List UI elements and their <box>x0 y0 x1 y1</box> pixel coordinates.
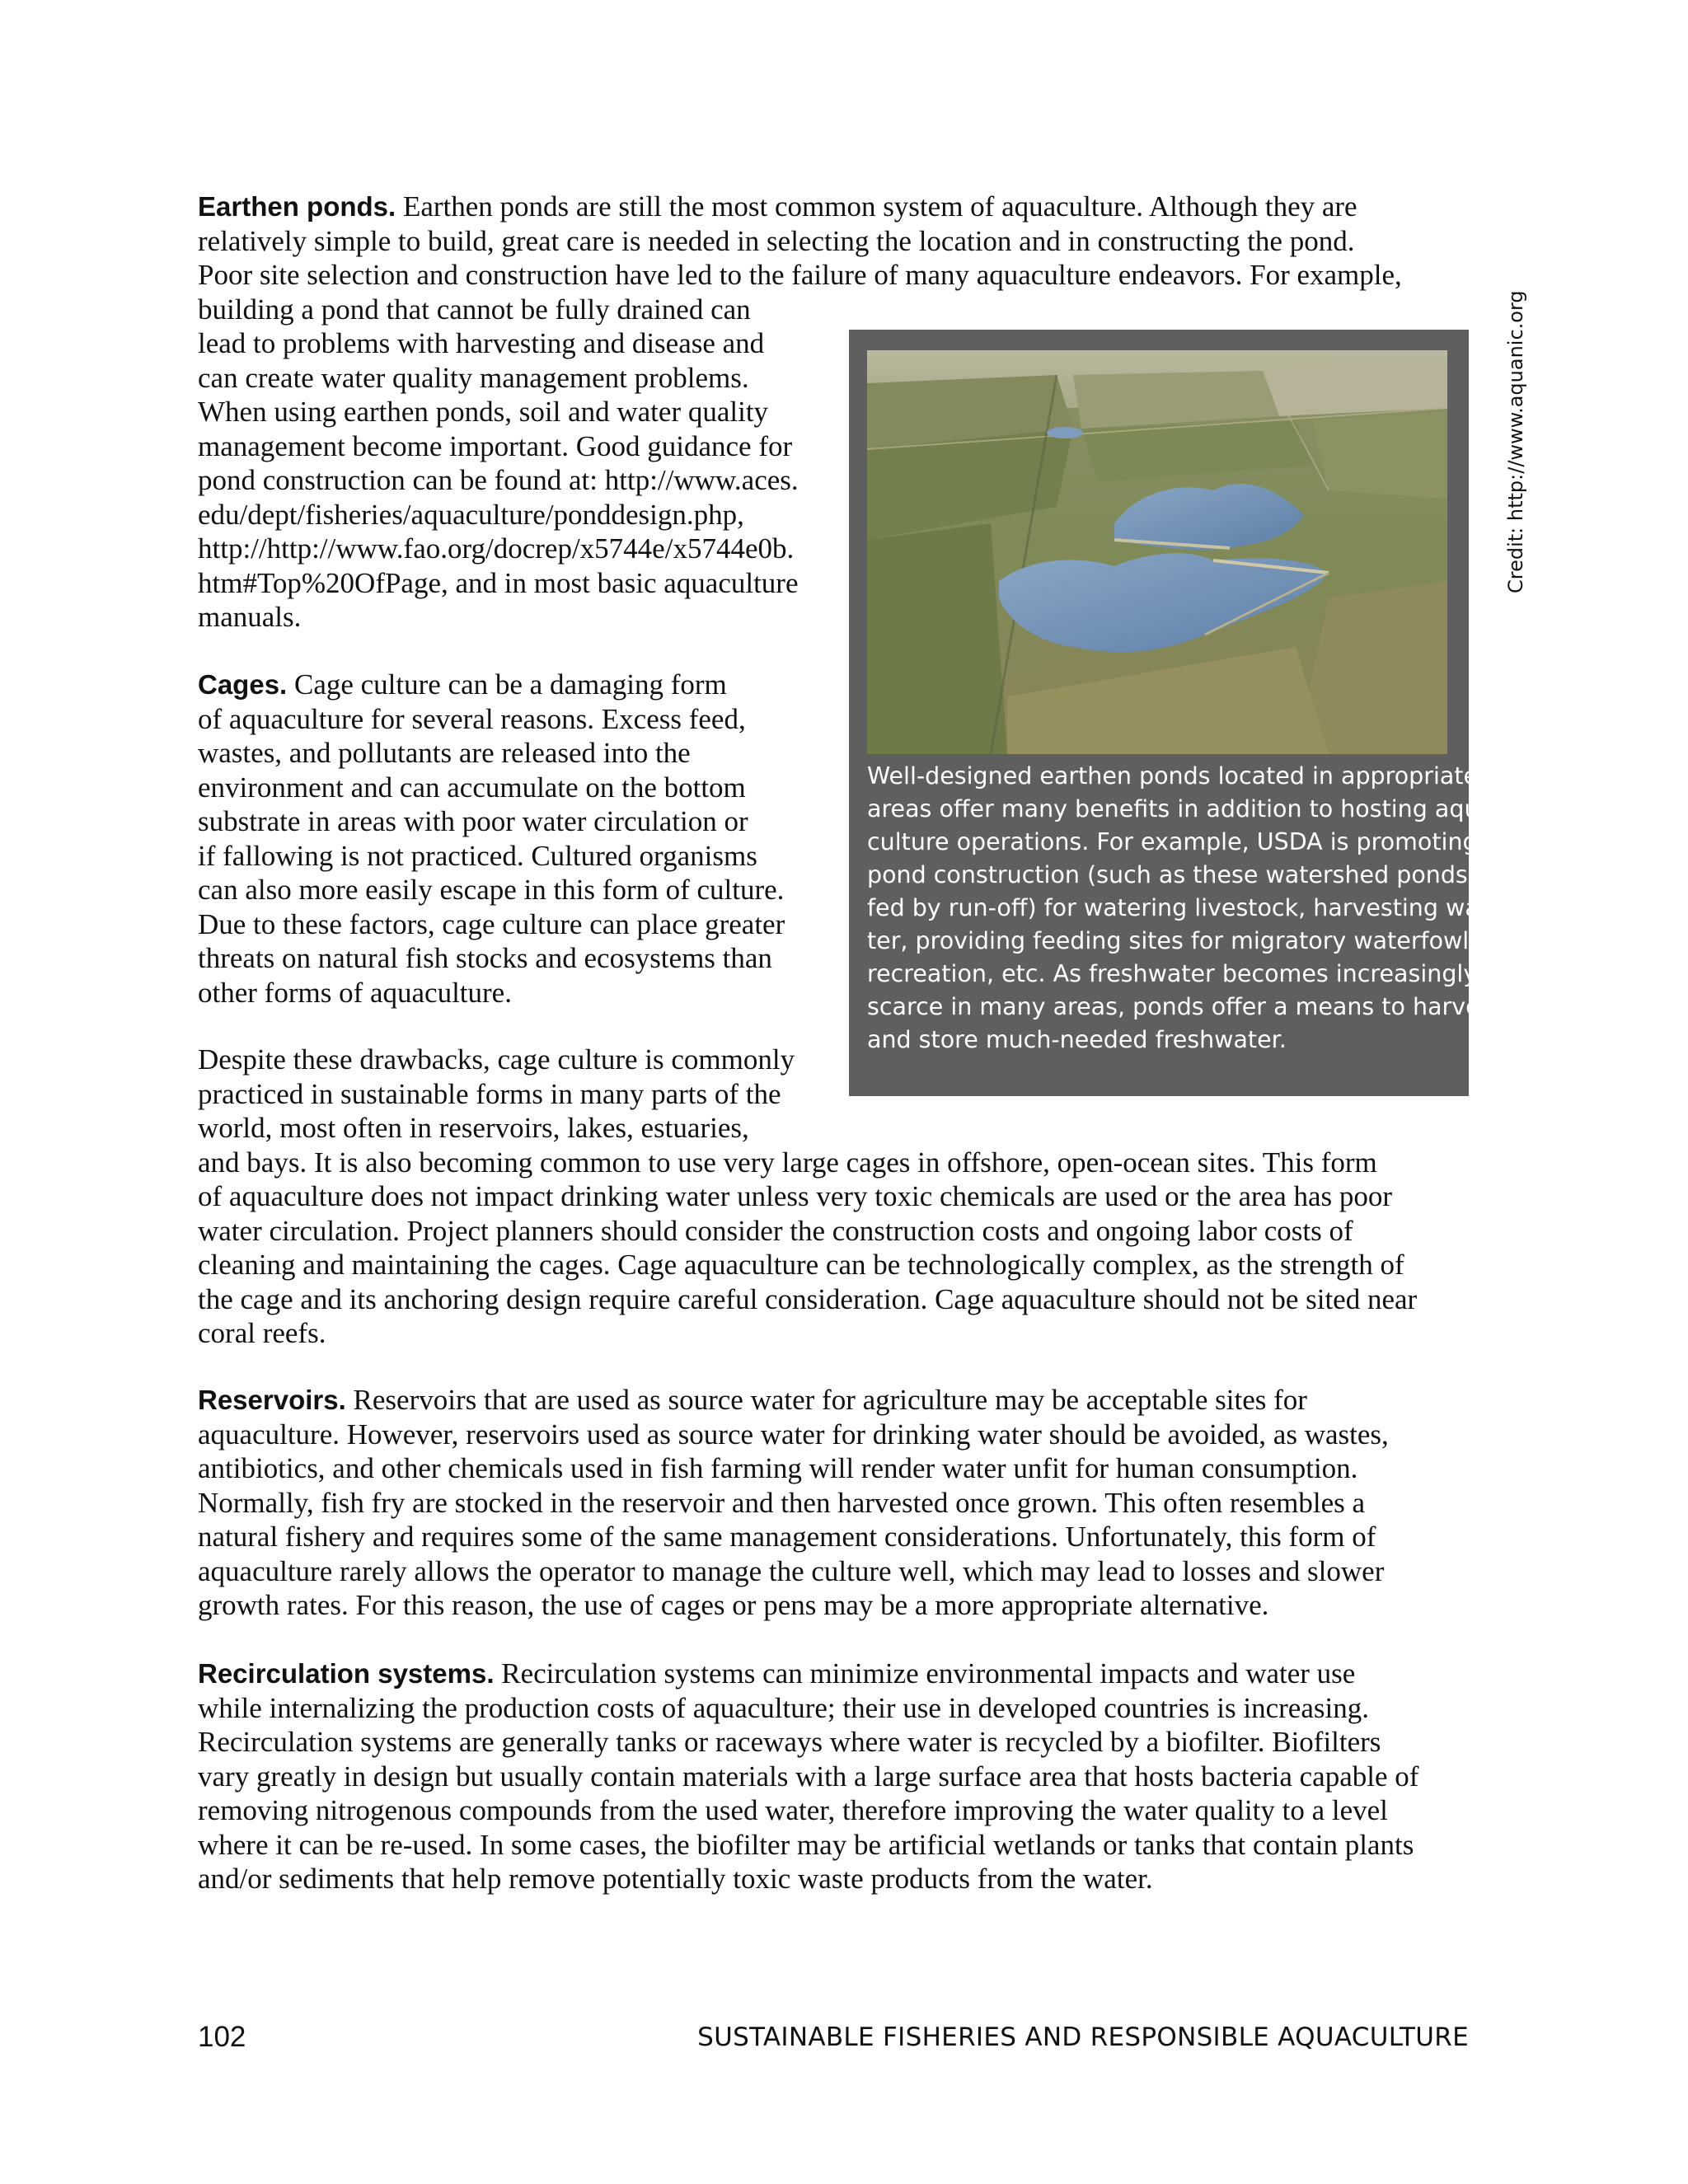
paragraph-line: pond construction can be found at: http://www.aces. <box>198 464 799 496</box>
photo-credit <box>1484 290 1527 593</box>
paragraph-line: where it can be re-used. In some cases, the biofilter may be artificial wetlands or tanks that contain plants <box>198 1828 1414 1861</box>
paragraph-line: natural fishery and requires some of the same management considerations. Unfortunately, this form of <box>198 1521 1376 1553</box>
running-footer-title: SUSTAINABLE FISHERIES AND RESPONSIBLE AQUACULTURE <box>697 2022 1469 2052</box>
paragraph-line: lead to problems with harvesting and disease and <box>198 327 765 359</box>
aerial-ponds-photo <box>867 350 1447 754</box>
paragraph-line: Poor site selection and construction have led to the failure of many aquaculture endeavors. For example, <box>198 259 1402 291</box>
paragraph-line: if fallowing is not practiced. Cultured organisms <box>198 839 757 872</box>
paragraph-line: Due to these factors, cage culture can place greater <box>198 907 785 940</box>
caption-line: fed by run-off) for watering livestock, harvesting wa- <box>867 894 1489 921</box>
paragraph-line: Reservoirs. Reservoirs that are used as source water for agriculture may be acceptable sites for <box>198 1384 1307 1416</box>
section-reservoirs <box>198 1383 1484 1623</box>
caption-line: recreation, etc. As freshwater becomes increasingly <box>867 960 1478 987</box>
paragraph-line: while internalizing the production costs of aquaculture; their use in developed countries is increasing. <box>198 1691 1369 1724</box>
paragraph-line: environment and can accumulate on the bottom <box>198 771 746 804</box>
section-cages <box>198 668 841 1010</box>
paragraph-line: relatively simple to build, great care is needed in selecting the location and in constructing the pond. <box>198 224 1355 257</box>
section-heading: Earthen ponds. <box>198 191 396 222</box>
caption-line: areas offer many benefits in addition to hosting aqua- <box>867 795 1503 823</box>
paragraph-line: threats on natural fish stocks and ecosystems than <box>198 942 772 974</box>
paragraph-line: of aquaculture for several reasons. Excess feed, <box>198 702 746 735</box>
figure-panel <box>849 330 1503 1096</box>
section-heading: Recirculation systems. <box>198 1658 495 1689</box>
section-heading: Reservoirs. <box>198 1385 346 1415</box>
paragraph-line: can create water quality management problems. <box>198 361 749 394</box>
paragraph-line: the cage and its anchoring design require careful consideration. Cage aquaculture should not be sited near <box>198 1282 1418 1315</box>
paragraph-line: aquaculture. However, reservoirs used as source water for drinking water should be avoided, as wastes, <box>198 1418 1389 1451</box>
caption-line: pond construction (such as these watershed ponds <box>867 861 1468 888</box>
figure-caption <box>867 760 1503 1057</box>
caption-line: and store much-needed freshwater. <box>867 1026 1287 1053</box>
paragraph-line: Recirculation systems are generally tanks or raceways where water is recycled by a biofilter. Biofilters <box>198 1726 1381 1758</box>
paragraph-line: aquaculture rarely allows the operator to manage the culture well, which may lead to losses and slower <box>198 1554 1385 1587</box>
paragraph-line: management become important. Good guidance for <box>198 429 793 462</box>
paragraph-line: Recirculation systems. Recirculation systems can minimize environmental impacts and water use <box>198 1657 1356 1690</box>
caption-line: Well-designed earthen ponds located in appropriate <box>867 762 1479 790</box>
paragraph-line: edu/dept/fisheries/aquaculture/ponddesign.php, <box>198 498 744 531</box>
paragraph-line: substrate in areas with poor water circulation or <box>198 805 748 837</box>
paragraph-line: manuals. <box>198 601 302 633</box>
section-recirculation <box>198 1657 1484 1896</box>
paragraph-line: world, most often in reservoirs, lakes, estuaries, <box>198 1112 749 1144</box>
paragraph-line: htm#Top%20OfPage, and in most basic aquaculture <box>198 566 799 599</box>
paragraph-line: wastes, and pollutants are released into the <box>198 737 691 769</box>
paragraph-line: practiced in sustainable forms in many parts of the <box>198 1077 781 1110</box>
paragraph-line: and bays. It is also becoming common to use very large cages in offshore, open-ocean sites. This form <box>198 1146 1377 1179</box>
page-number: 102 <box>198 2021 246 2053</box>
paragraph-line: cleaning and maintaining the cages. Cage aquaculture can be technologically complex, as the strength of <box>198 1249 1404 1281</box>
paragraph-line: can also more easily escape in this form of culture. <box>198 874 785 906</box>
paragraph-line: antibiotics, and other chemicals used in fish farming will render water unfit for human consumption. <box>198 1452 1358 1484</box>
paragraph-line: Despite these drawbacks, cage culture is commonly <box>198 1043 795 1076</box>
paragraph-line: coral reefs. <box>198 1317 326 1349</box>
paragraph-line: removing nitrogenous compounds from the used water, therefore improving the water quality to a level <box>198 1794 1388 1826</box>
caption-line: scarce in many areas, ponds offer a means to harvest <box>867 993 1502 1020</box>
paragraph-line: building a pond that cannot be fully drained can <box>198 293 751 326</box>
paragraph-line: other forms of aquaculture. <box>198 976 512 1009</box>
paragraph-line: Normally, fish fry are stocked in the reservoir and then harvested once grown. This often resembles a <box>198 1486 1366 1519</box>
paragraph-line: and/or sediments that help remove potentially toxic waste products from the water. <box>198 1863 1153 1895</box>
paragraph-line: of aquaculture does not impact drinking water unless very toxic chemicals are used or the area has poor <box>198 1180 1393 1212</box>
paragraph-line: Earthen ponds. Earthen ponds are still the most common system of aquaculture. Although they are <box>198 190 1357 223</box>
paragraph-line: http://http://www.fao.org/docrep/x5744e/x5744e0b. <box>198 532 795 565</box>
paragraph-line: Cages. Cage culture can be a damaging form <box>198 668 727 701</box>
caption-line: ter, providing feeding sites for migratory waterfowl, <box>867 927 1477 954</box>
paragraph-line: vary greatly in design but usually contain materials with a large surface area that hosts bacteria capable of <box>198 1760 1419 1793</box>
photo-credit-text: Credit: http://www.aquanic.org <box>1504 290 1527 593</box>
aerial-landscape-illustration <box>867 350 1447 754</box>
caption-line: culture operations. For example, USDA is promoting <box>867 828 1478 855</box>
paragraph-line: growth rates. For this reason, the use of cages or pens may be a more appropriate alternative. <box>198 1589 1269 1621</box>
paragraph-line: When using earthen ponds, soil and water quality <box>198 396 769 428</box>
section-heading: Cages. <box>198 669 288 700</box>
paragraph-line: water circulation. Project planners should consider the construction costs and ongoing labor costs of <box>198 1214 1353 1247</box>
